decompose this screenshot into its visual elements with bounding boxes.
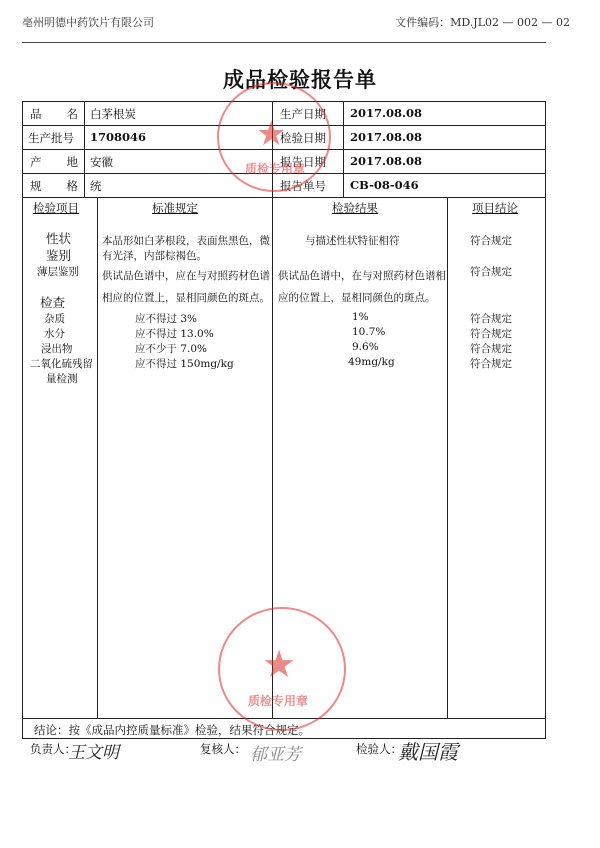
- moisture-result: 10.7%: [352, 326, 386, 338]
- col-divider: [97, 197, 98, 718]
- spec-value: 统: [90, 179, 102, 193]
- prod-date-label: 生产日期: [280, 107, 326, 121]
- inspector-signature: 戴国霞: [398, 740, 458, 764]
- so2-result: 49mg/kg: [348, 356, 395, 368]
- tlc-result-line2: 应的位置上，显相同颜色的斑点。: [278, 292, 436, 304]
- responsible-label: 负责人：: [30, 742, 76, 756]
- stamp-star-icon: ★: [262, 642, 297, 686]
- col-divider: [84, 101, 85, 197]
- moisture-standard: 应不得过 13.0%: [135, 328, 214, 340]
- batch-value: 1708046: [90, 130, 147, 144]
- row-divider: [22, 197, 546, 198]
- extract-conclusion: 符合规定: [470, 343, 512, 355]
- col-header-item: 检验项目: [33, 201, 79, 215]
- identification-label: 鉴别: [46, 248, 72, 263]
- impurity-standard: 应不得过 3%: [135, 313, 197, 325]
- inspect-date-value: 2017.08.08: [350, 130, 423, 144]
- batch-label: 生产批号: [28, 131, 74, 145]
- traits-standard-line1: 本品形如白茅根段，表面焦黑色，微: [102, 235, 270, 247]
- moisture-conclusion: 符合规定: [470, 328, 512, 340]
- col-header-result: 检验结果: [332, 201, 378, 215]
- col-divider: [447, 197, 448, 718]
- impurity-label: 杂质: [44, 313, 65, 325]
- traits-label: 性状: [46, 231, 72, 246]
- impurity-result: 1%: [352, 311, 369, 323]
- col-header-standard: 标准规定: [152, 201, 198, 215]
- tlc-label: 薄层鉴别: [37, 266, 79, 278]
- header-rule: [22, 42, 546, 43]
- stamp-bottom-bottom-text: 质检专用章: [248, 694, 309, 708]
- so2-standard: 应不得过 150mg/kg: [135, 358, 234, 370]
- col-header-conclusion: 项目结论: [472, 201, 518, 215]
- moisture-label: 水分: [44, 328, 65, 340]
- col-divider: [343, 101, 344, 197]
- report-date-label: 报告日期: [280, 155, 326, 169]
- traits-standard-line2: 有光泽，内部棕褐色。: [102, 250, 207, 262]
- conclusion-text: 结论：按《成品内控质量标准》检验，结果符合规定。: [34, 723, 310, 737]
- stamp-star-icon: ★: [256, 114, 287, 154]
- name-label: 品 名: [30, 107, 78, 121]
- inspect-date-label: 检验日期: [280, 131, 326, 145]
- traits-result: 与描述性状特征相符: [305, 235, 400, 247]
- origin-value: 安徽: [90, 155, 113, 169]
- tlc-result-line1: 供试品色谱中，在与对照药材色谱相: [278, 270, 446, 282]
- document-code: 文件编码：MD.JL02 — 002 — 02: [395, 16, 570, 29]
- name-value: 白茅根炭: [90, 107, 136, 121]
- so2-label-line2: 量检测: [46, 373, 78, 385]
- extract-result: 9.6%: [352, 341, 379, 353]
- tlc-standard-line2: 相应的位置上，显相同颜色的斑点。: [102, 292, 270, 304]
- reviewer-signature: 郁亚芳: [250, 745, 301, 765]
- tlc-conclusion: 符合规定: [470, 266, 512, 278]
- origin-label: 产 地: [30, 155, 78, 169]
- report-no-value: CB-08-046: [350, 178, 419, 192]
- so2-conclusion: 符合规定: [470, 358, 512, 370]
- extract-standard: 应不少于 7.0%: [135, 343, 208, 355]
- tlc-standard-line1: 供试品色谱中，应在与对照药材色谱: [102, 270, 270, 282]
- check-label: 检查: [40, 295, 66, 310]
- responsible-signature: 王文明: [68, 743, 119, 763]
- report-date-value: 2017.08.08: [350, 154, 423, 168]
- extract-label: 浸出物: [41, 343, 73, 355]
- prod-date-value: 2017.08.08: [350, 106, 423, 120]
- spec-label: 规 格: [30, 179, 78, 193]
- traits-conclusion: 符合规定: [470, 235, 512, 247]
- stamp-top-bottom-text: 质检专用章: [245, 162, 306, 176]
- impurity-conclusion: 符合规定: [470, 313, 512, 325]
- reviewer-label: 复核人：: [200, 742, 246, 756]
- page-title: 成品检验报告单: [223, 67, 377, 92]
- report-no-label: 报告单号: [280, 179, 326, 193]
- company-header: 亳州明德中药饮片有限公司: [22, 16, 154, 29]
- inspector-label: 检验人：: [356, 742, 402, 756]
- so2-label-line1: 二氧化硫残留: [30, 358, 93, 370]
